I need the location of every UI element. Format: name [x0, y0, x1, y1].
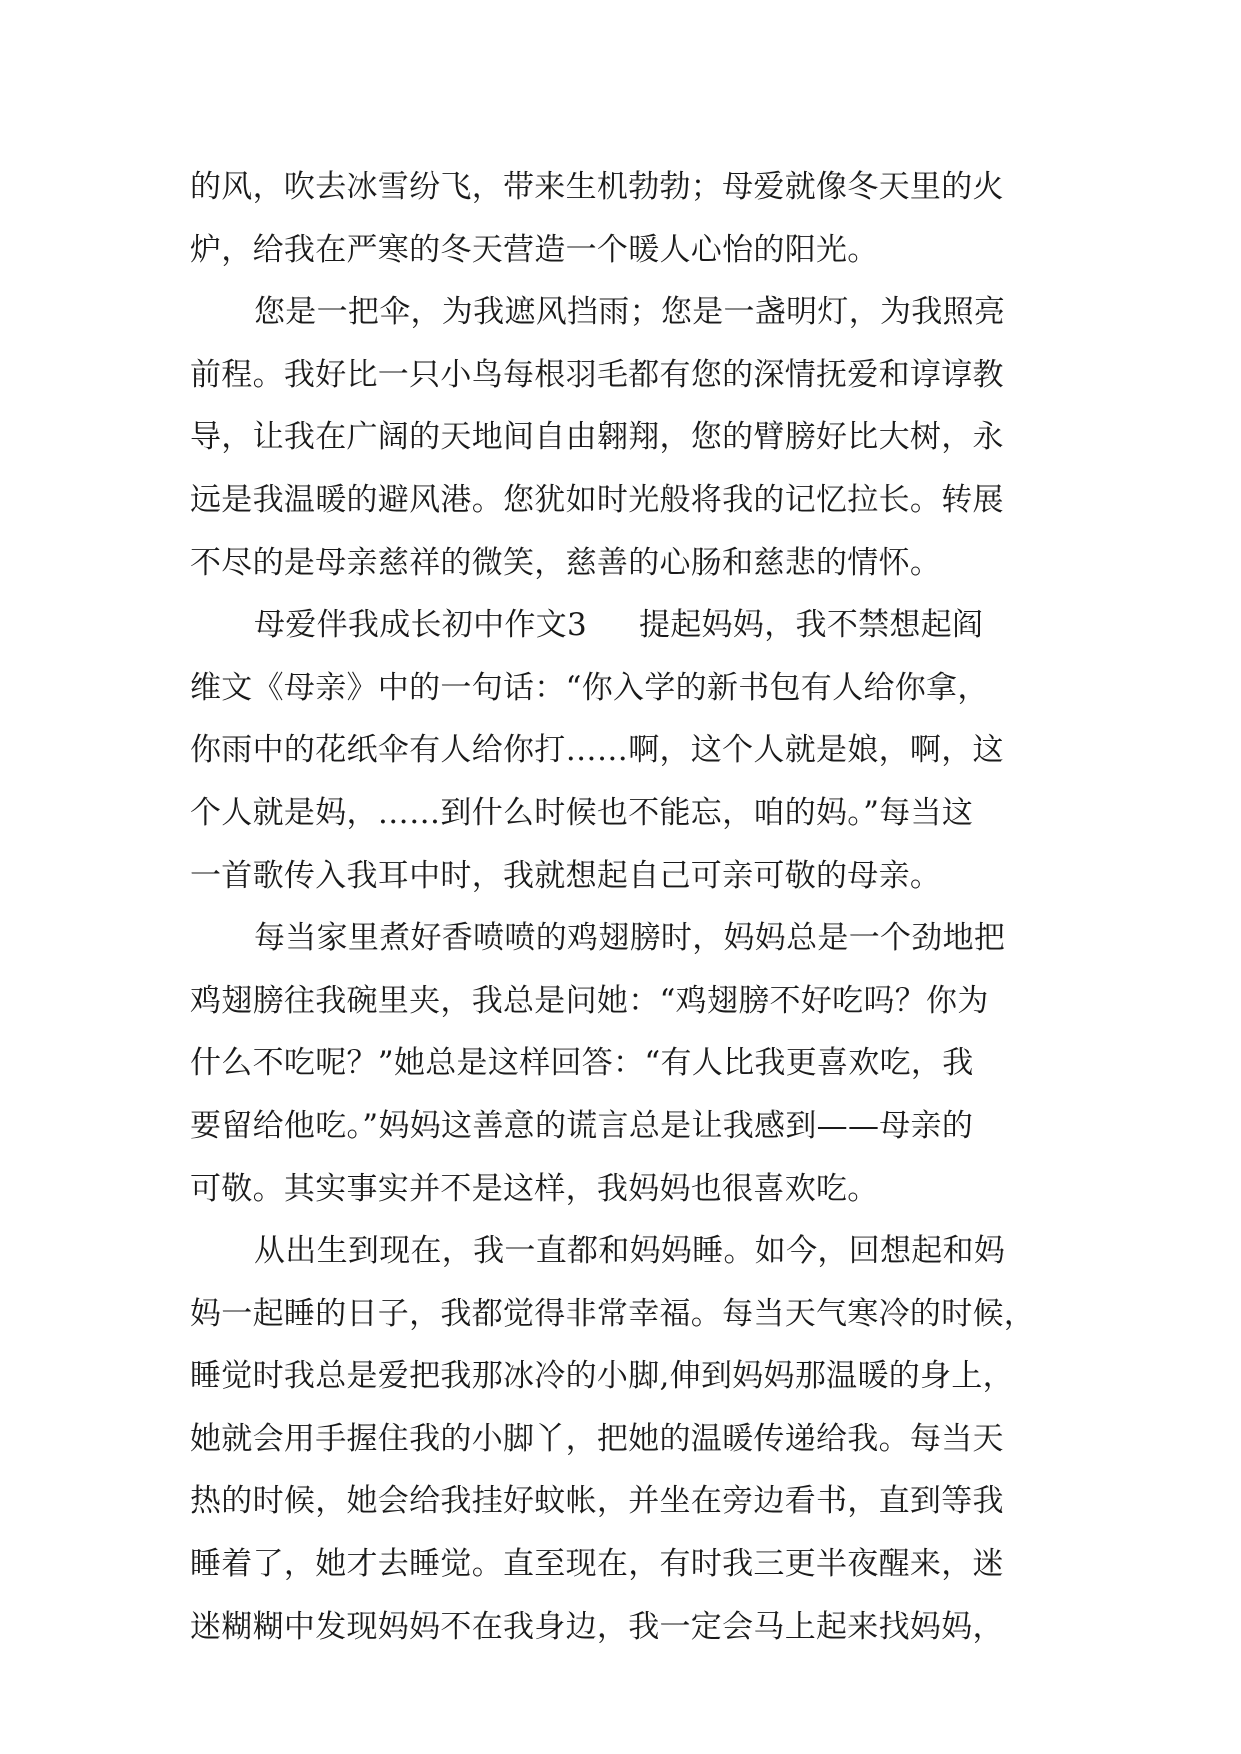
text-line: 要留给他吃。”妈妈这善意的谎言总是让我感到——母亲的 — [190, 1107, 974, 1144]
text-line: 什么不吃呢？”她总是这样回答：“有人比我更喜欢吃，我 — [190, 1045, 974, 1082]
text-line: 个人就是妈，……到什么时候也不能忘，咱的妈。”每当这 — [190, 794, 974, 831]
text-line: 睡觉时我总是爱把我那冰冷的小脚,伸到妈妈那温暖的身上， — [190, 1358, 1014, 1395]
text-line: 她就会用手握住我的小脚丫，把她的温暖传递给我。每当天 — [190, 1420, 1004, 1457]
paragraph-start-line: 从出生到现在，我一直都和妈妈睡。如今，回想起和妈 — [254, 1233, 1006, 1270]
text-line: 维文《母亲》中的一句话：“你入学的新书包有人给你拿， — [190, 669, 989, 706]
text-line: 妈一起睡的日子，我都觉得非常幸福。每当天气寒冷的时候， — [190, 1295, 1036, 1332]
paragraph-start-line: 每当家里煮好香喷喷的鸡翅膀时，妈妈总是一个劲地把 — [254, 920, 1006, 957]
essay-heading: 母爱伴我成长初中作文3 — [254, 607, 588, 644]
text-line: 一首歌传入我耳中时，我就想起自己可亲可敬的母亲。 — [190, 857, 942, 894]
text-line: 迷糊糊中发现妈妈不在我身边，我一定会马上起来找妈妈， — [190, 1608, 1004, 1645]
text-line: 远是我温暖的避风港。您犹如时光般将我的记忆拉长。转展 — [190, 481, 1004, 518]
text-line: 的风，吹去冰雪纷飞，带来生机勃勃；母爱就像冬天里的火 — [190, 169, 1004, 205]
text-line: 你雨中的花纸伞有人给你打……啊，这个人就是娘，啊，这 — [190, 732, 1004, 769]
essay-body — [190, 156, 1070, 1658]
text-line: 炉，给我在严寒的冬天营造一个暖人心怡的阳光。 — [190, 231, 879, 268]
paragraph-start-line: 您是一把伞，为我遮风挡雨；您是一盏明灯，为我照亮 — [254, 294, 1006, 331]
text-line: 热的时候，她会给我挂好蚊帐，并坐在旁边看书，直到等我 — [190, 1483, 1004, 1520]
text-line: 提起妈妈，我不禁想起阎 — [639, 607, 984, 644]
text-line: 睡着了，她才去睡觉。直至现在，有时我三更半夜醒来，迷 — [190, 1546, 1004, 1583]
text-line: 不尽的是母亲慈祥的微笑，慈善的心肠和慈悲的情怀。 — [190, 544, 942, 581]
text-line: 可敬。其实事实并不是这样，我妈妈也很喜欢吃。 — [190, 1170, 879, 1207]
text-line: 鸡翅膀往我碗里夹，我总是问她：“鸡翅膀不好吃吗？你为 — [190, 982, 989, 1019]
text-line: 导，让我在广阔的天地间自由翱翔，您的臂膀好比大树，永 — [190, 419, 1004, 456]
text-line: 前程。我好比一只小鸟每根羽毛都有您的深情抚爱和谆谆教 — [190, 356, 1004, 393]
essay-heading-line — [190, 594, 1070, 657]
